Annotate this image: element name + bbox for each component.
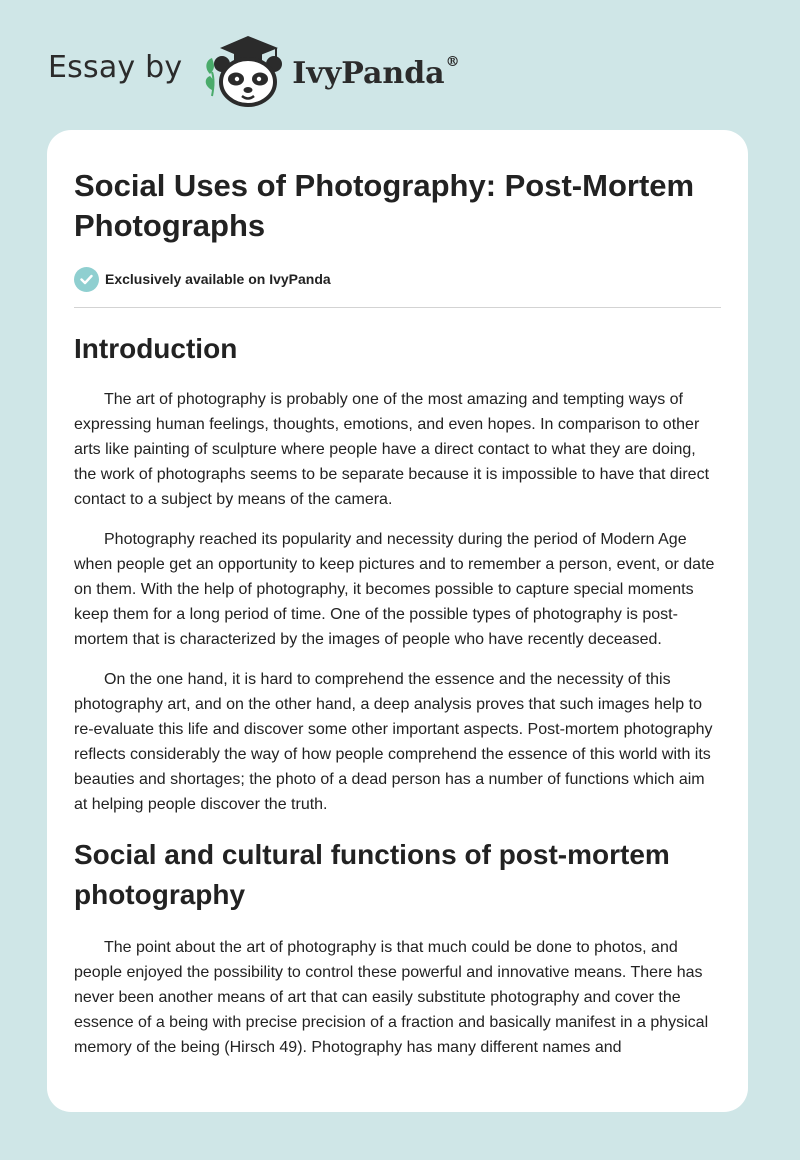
paragraph: The art of photography is probably one of the most amazing and tempting ways of expressing human feelings, thoughts, emotions, and even hopes. In comparison to other arts like painting of sculpture where people have a direct contact to what they are doing, the work of photographs seems to be separate because it is impossible to have that direct contact to a subject by means of the camera. xyxy=(74,391,710,508)
title-divider xyxy=(74,307,721,308)
essay-by-label: Essay by xyxy=(48,49,183,85)
section-heading-introduction: Introduction xyxy=(74,333,238,364)
registered-mark: ® xyxy=(445,53,460,70)
panda-graduate-icon xyxy=(200,34,290,108)
paragraph: Photography reached its popularity and necessity during the period of Modern Age when people get an opportunity to keep pictures and to remember a person, event, or date on them. With the help of photography, it becomes possible to capture special moments keep them for a long period of time. One of the possible types of photography is post-mortem that is characterized by the images of people who have recently deceased. xyxy=(74,531,715,648)
brand-name[interactable] xyxy=(292,53,460,91)
ivypanda-logo[interactable] xyxy=(200,34,290,108)
exclusive-badge-label: Exclusively available on IvyPanda xyxy=(105,271,331,287)
essay-card xyxy=(47,130,748,1112)
exclusive-badge xyxy=(74,266,721,292)
essay-title: Social Uses of Photography: Post-Mortem Photographs xyxy=(74,168,695,243)
site-header xyxy=(48,34,460,108)
paragraph: The point about the art of photography is that much could be done to photos, and people enjoyed the possibility to control these powerful and innovative means. There has never been another means of art that can easily substitute photography and cover the essence of a being with precise precision of a fraction and basically manifest in a physical memory of the being (Hirsch 49). Photography has many different names and xyxy=(74,939,709,1056)
section-heading-social-functions: Social and cultural functions of post-mortem photography xyxy=(74,839,670,910)
paragraph: On the one hand, it is hard to comprehend the essence and the necessity of this photography art, and on the other hand, a deep analysis proves that such images help to re-evaluate this life and discover some other important aspects. Post-mortem photography reflects considerably the way of how people comprehend the essence of this world with its beauties and shortages; the photo of a dead person has a number of functions which aim at helping people discover the truth. xyxy=(74,671,713,813)
check-icon xyxy=(74,267,99,292)
ivy-leaf-icon xyxy=(206,58,214,96)
brand-text: IvyPanda xyxy=(292,55,445,91)
